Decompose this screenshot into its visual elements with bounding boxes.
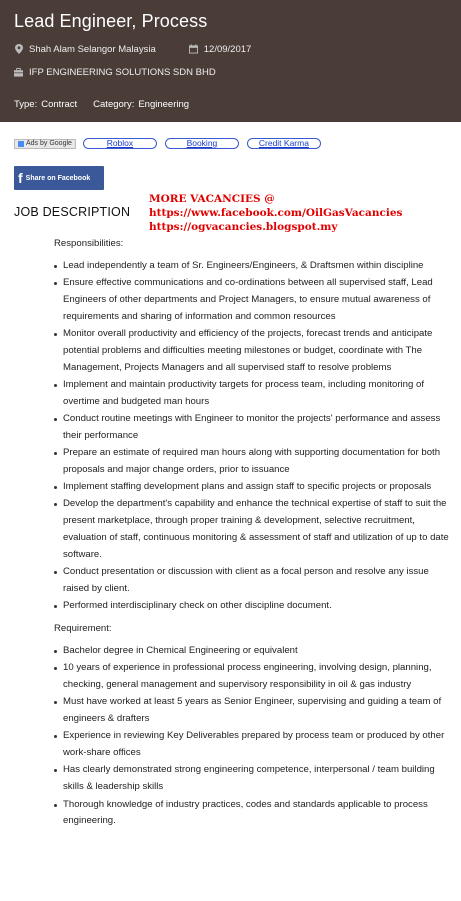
list-item: Must have worked at least 5 years as Senior Engineer, supervising and guiding a team of engineers & drafters — [54, 694, 454, 728]
promo-line-1: MORE VACANCIES @ — [149, 193, 275, 205]
list-item: Develop the department's capability and enhance the technical expertise of staff to suit the present marketplace, through proper training & development, selective recruitment, evaluation of staff, continuous monitoring & assessment of staff and utilization of up to date software. — [54, 496, 454, 563]
job-title: Lead Engineer, Process — [14, 11, 208, 31]
type-value: Contract — [41, 99, 78, 110]
facebook-icon: f — [18, 170, 23, 186]
location-date-row — [14, 42, 447, 56]
adchoices-icon — [18, 141, 24, 147]
list-item: Conduct presentation or discussion with client as a focal person and resolve any issue raised by client. — [54, 564, 454, 598]
list-item: 10 years of experience in professional process engineering, involving design, planning, checking, general management and supervisory responsibility in oil & gas industry — [54, 660, 454, 694]
ad-link-roblox[interactable]: Roblox — [83, 138, 157, 149]
ads-by-google-badge[interactable] — [14, 139, 76, 149]
job-description-heading: JOB DESCRIPTION — [14, 205, 131, 219]
company-name: IFP ENGINEERING SOLUTIONS SDN BHD — [29, 66, 216, 78]
type-label: Type: — [14, 99, 38, 110]
list-item: Performed interdisciplinary check on other discipline document. — [54, 598, 454, 615]
list-item: Lead independently a team of Sr. Engineers/Engineers, & Draftsmen within discipline — [54, 258, 454, 275]
share-facebook-button[interactable] — [14, 166, 104, 190]
list-item: Experience in reviewing Key Deliverables prepared by process team or produced by other work-share offices — [54, 728, 454, 762]
job-header — [0, 0, 461, 122]
building-icon — [14, 67, 23, 77]
job-date: 12/09/2017 — [203, 43, 252, 55]
list-item: Has clearly demonstrated strong engineering competence, interpersonal / team building skills & leadership skills — [54, 762, 454, 796]
list-item: Prepare an estimate of required man hours along with supporting documentation for both proposals and major change orders, prior to issuance — [54, 445, 454, 479]
map-pin-icon — [14, 44, 23, 54]
company-row — [14, 65, 447, 79]
list-item: Conduct routine meetings with Engineer to monitor the projects' performance and assess their performance — [54, 411, 454, 445]
list-item: Monitor overall productivity and efficiency of the projects, forecast trends and anticipate potential problems and difficulties meeting milestones or budget, coordinate with The Management, Projects Managers and all supervised staff to resolve problems — [54, 326, 454, 376]
requirements-list — [54, 643, 454, 830]
ad-link-booking[interactable]: Booking — [165, 138, 239, 149]
date-wrap — [189, 44, 252, 55]
type-field — [14, 99, 77, 110]
list-item: Implement staffing development plans and assign staff to specific projects or proposals — [54, 479, 454, 496]
share-label: Share on Facebook — [25, 174, 91, 182]
category-label: Category: — [93, 99, 135, 110]
responsibilities-label: Responsibilities: — [54, 238, 124, 249]
list-item: Thorough knowledge of industry practices, codes and standards applicable to process engineering. — [54, 797, 454, 831]
list-item: Ensure effective communications and co-ordinations between all supervised staff, Lead Engineers of other departments and Project Managers, to ensure mutual awareness of requirements and sharing of information and common resources — [54, 275, 454, 325]
job-location: Shah Alam Selangor Malaysia — [29, 43, 156, 55]
promo-link-blog[interactable]: https://ogvacancies.blogspot.my — [149, 221, 338, 233]
calendar-icon — [189, 44, 198, 54]
list-item: Implement and maintain productivity targets for process team, including monitoring of overtime and budgeted man hours — [54, 377, 454, 411]
type-category-row — [14, 99, 189, 110]
job-description-content — [14, 236, 454, 831]
category-value: Engineering — [138, 99, 190, 110]
category-field — [93, 99, 189, 110]
requirements-label: Requirement: — [54, 623, 112, 635]
promo-block — [149, 192, 402, 234]
ads-row — [14, 138, 329, 149]
promo-link-facebook[interactable]: https://www.facebook.com/OilGasVacancies — [149, 207, 403, 219]
ad-link-credit-karma[interactable]: Credit Karma — [247, 138, 321, 149]
responsibilities-list — [54, 258, 454, 615]
adsby-label: Ads by Google — [26, 140, 72, 147]
list-item: Bachelor degree in Chemical Engineering or equivalent — [54, 643, 454, 660]
